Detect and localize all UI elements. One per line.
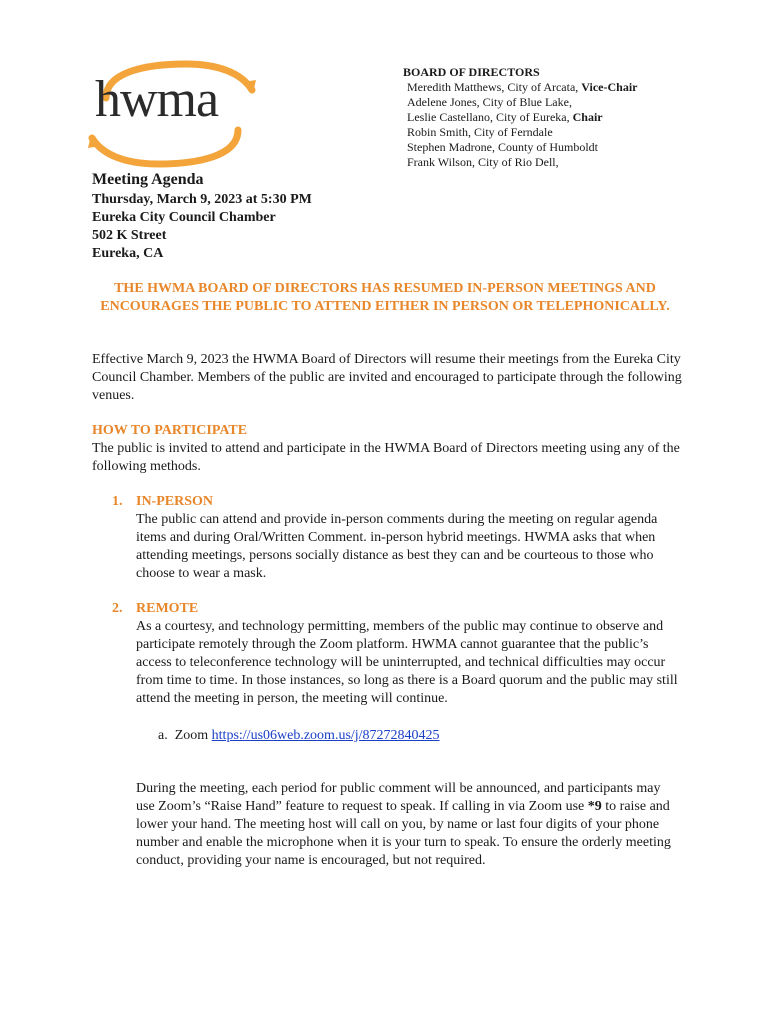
- closing-paragraph: During the meeting, each period for public comment will be announced, and participants may use Zoom’s “Raise Hand” feature to request to speak. If calling in via Zoom use *9 to raise and lower your hand. The meeting host will call on you, by name or last four digits of your phone number and enable the microphone when it is your turn to speak. To ensure the orderly meeting conduct, providing your name is encouraged, but not required.: [136, 781, 671, 868]
- list-item-in-person: [112, 493, 682, 583]
- board-member: Stephen Madrone, County of Humboldt: [407, 140, 598, 154]
- section-heading: HOW TO PARTICIPATE: [92, 423, 248, 438]
- hwma-logo: [86, 60, 258, 168]
- item-text: The public can attend and provide in-person comments during the meeting on regular agenda items and during Oral/Written Comment. in-person hybrid meetings. HWMA asks that when attending meetings, persons socially distance as best they can and be courteous to those who choose to wear a mask.: [136, 512, 658, 581]
- section-text: The public is invited to attend and participate in the HWMA Board of Directors meeting using any of the following methods.: [92, 441, 680, 474]
- zoom-label: Zoom: [174, 728, 209, 743]
- board-of-directors: [400, 65, 638, 170]
- board-member: Leslie Castellano, City of Eureka, Chair: [407, 110, 603, 124]
- board-title: BOARD OF DIRECTORS: [403, 65, 540, 79]
- item-text: As a courtesy, and technology permitting, members of the public may continue to observe and participate remotely through the Zoom platform. HWMA cannot guarantee that the public’s access to teleconference technology will be uninterrupted, and technical difficulties may occur from time to time. In those instances, so long as there is a Board quorum and the public may still attend the meeting in person, the meeting will continue.: [136, 619, 678, 706]
- meeting-date: Thursday, March 9, 2023 at 5:30 PM: [92, 192, 312, 207]
- board-members-list: [400, 80, 638, 170]
- how-to-participate-section: [92, 422, 682, 476]
- board-member: Robin Smith, City of Ferndale: [407, 125, 553, 139]
- meeting-address: 502 K Street: [92, 228, 167, 243]
- zoom-sub-item: [158, 727, 440, 745]
- board-member: Adelene Jones, City of Blue Lake,: [407, 95, 572, 109]
- meeting-city: Eureka, CA: [92, 246, 164, 261]
- zoom-link[interactable]: https://us06web.zoom.us/j/87272840425: [211, 728, 440, 743]
- meeting-info: [92, 191, 312, 263]
- item-label: IN-PERSON: [136, 494, 214, 509]
- item-number: 1.: [112, 494, 123, 509]
- board-member: Meredith Matthews, City of Arcata, Vice-Chair: [407, 80, 638, 94]
- sub-item-marker: a.: [158, 728, 168, 743]
- raise-hand-code: *9: [587, 799, 602, 814]
- item-number: 2.: [112, 601, 123, 616]
- meeting-venue: Eureka City Council Chamber: [92, 210, 276, 225]
- board-member: Frank Wilson, City of Rio Dell,: [407, 155, 559, 169]
- intro-paragraph: Effective March 9, 2023 the HWMA Board of Directors will resume their meetings from the Eureka City Council Chamber. Members of the public are invited and encouraged to participate through the following venues.: [92, 352, 682, 403]
- item-label: REMOTE: [136, 601, 199, 616]
- logo-wordmark: hwma: [95, 71, 219, 128]
- page-title: Meeting Agenda: [92, 171, 204, 188]
- list-item-remote: [112, 600, 682, 708]
- resumed-meetings-notice: THE HWMA BOARD OF DIRECTORS HAS RESUMED IN-PERSON MEETINGS AND ENCOURAGES THE PUBLIC TO ATTEND EITHER IN PERSON OR TELEPHONICALLY.: [100, 281, 670, 314]
